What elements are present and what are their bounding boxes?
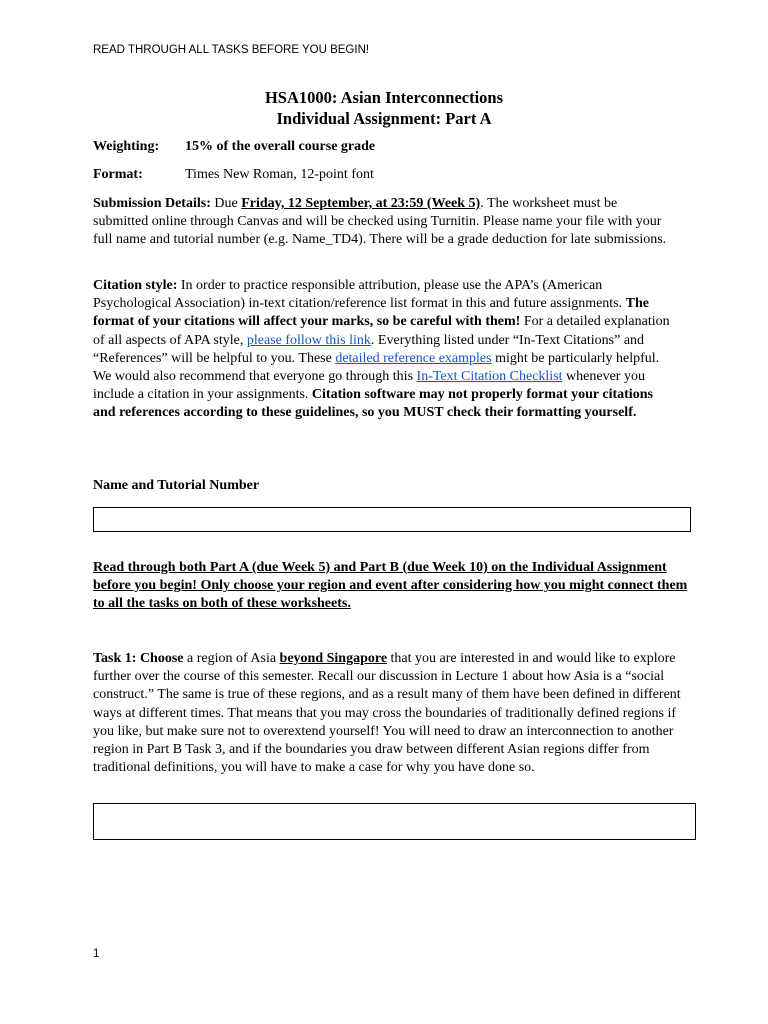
header-note: READ THROUGH ALL TASKS BEFORE YOU BEGIN! — [93, 44, 370, 56]
name-tutorial-input[interactable] — [93, 507, 691, 532]
submission-label: Submission Details: — [93, 196, 211, 211]
citation-text-4: might be particularly helpful. We would also recommend that everyone go through this — [93, 350, 660, 385]
apa-style-link[interactable]: please follow this link — [246, 332, 371, 348]
submission-details — [93, 195, 673, 250]
task1-instructions — [93, 650, 683, 777]
weighting-label: Weighting: — [93, 139, 160, 154]
citation-checklist-link[interactable]: In-Text Citation Checklist — [416, 369, 563, 385]
page-title: HSA1000: Asian Interconnections — [264, 88, 504, 107]
citation-text-5: whenever you include a citation in your assignments. — [93, 369, 645, 403]
format-label: Format: — [93, 167, 143, 182]
citation-warning: The format of your citations will affect your marks, so be careful with them! — [93, 296, 649, 330]
weighting-row — [93, 139, 375, 155]
task1-text-2: that you are interested in and would like to explore further over the course of this semester. Recall our discussion in Lecture 1 about how Asia is a “social construct.” The same is true of these regions, and as a result many of them have been defined in different ways at different times. That means that you may cross the boundaries of traditionally defined regions if you like, but make sure not to overextend yourself! You will need to draw an interconnection to another region in Part B Task 3, and if the boundaries you draw between different Asian regions differ from traditional definitions, you will have to make a case for why you have done so. — [93, 651, 681, 776]
task1-answer-input[interactable] — [93, 803, 696, 840]
weighting-value: 15% of the overall course grade — [185, 139, 376, 154]
reference-examples-link[interactable]: detailed reference examples — [335, 350, 492, 366]
submission-due-prefix: Due — [210, 196, 242, 211]
read-both-parts-notice: Read through both Part A (due Week 5) and Part B (due Week 10) on the Individual Assignment before you begin! Only choose your region and event after considering how you might connect them to all the tasks on both of these worksheets. — [93, 560, 688, 612]
citation-text-1: In order to practice responsible attribution, please use the APA’s (American Psychological Association) in-text citation/reference list format in this and future assignments. — [93, 278, 626, 312]
citation-text-3: . Everything listed under “In-Text Citations” and “References” will be helpful to you. These — [93, 332, 645, 366]
citation-label: Citation style: — [93, 278, 178, 293]
submission-text: . The worksheet must be submitted online through Canvas and will be checked using Turnitin. Please name your file with your full name and tutorial number (e.g. Name_TD4). There will be a grade deduction for late submissions. — [93, 196, 667, 248]
format-row — [93, 167, 374, 183]
due-date: Friday, 12 September, at 23:59 (Week 5) — [241, 196, 481, 211]
task1-label: Task 1: Choose — [93, 651, 184, 666]
page-subtitle: Individual Assignment: Part A — [276, 109, 492, 128]
task1-emphasis: beyond Singapore — [279, 651, 388, 666]
task1-text-1: a region of Asia — [183, 651, 280, 666]
citation-text-2: For a detailed explanation of all aspects of APA style, — [93, 314, 670, 348]
name-field-label: Name and Tutorial Number — [93, 478, 260, 493]
format-value: Times New Roman, 12-point font — [185, 167, 374, 182]
citation-style — [93, 277, 673, 423]
citation-software-warning: Citation software may not properly format your citations and references according to these guidelines, so you MUST check their formatting yourself. — [93, 387, 653, 421]
page-number: 1 — [93, 948, 100, 960]
